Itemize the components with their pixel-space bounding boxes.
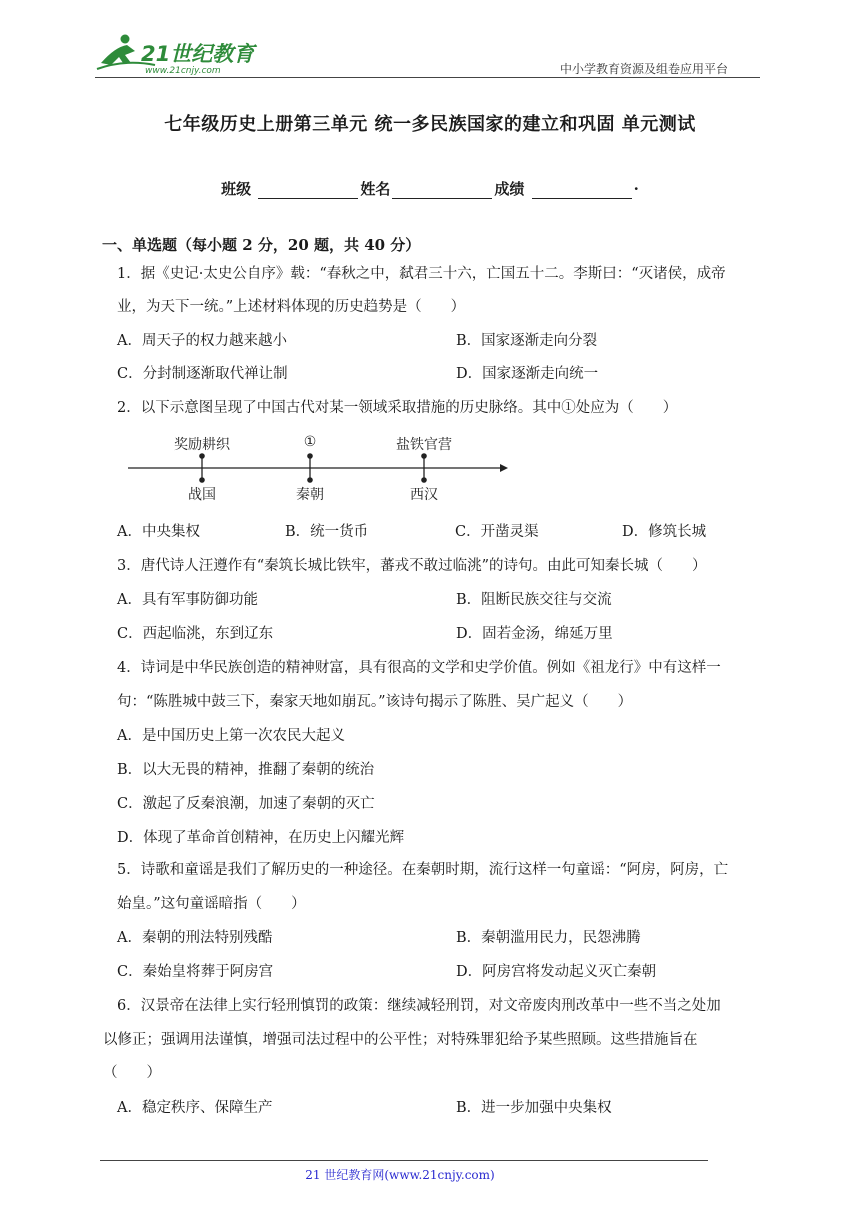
q5-stem-line-2: 始皇。”这句童谣暗指（ ） bbox=[117, 896, 306, 912]
q4-stem-line-1: 4．诗词是中华民族创造的精神财富，具有很高的文学和史学价值。例如《祖龙行》中有这样一 bbox=[117, 660, 721, 676]
student-info-line bbox=[0, 178, 860, 199]
end-mark: · bbox=[633, 180, 639, 198]
q5-option-b[interactable]: B．秦朝滥用民力，民怨沸腾 bbox=[456, 930, 641, 946]
class-label: 班级 bbox=[221, 180, 252, 198]
q1-stem-line-1: 1．据《史记·太史公自序》载：“春秋之中，弑君三十六，亡国五十二。李斯曰：“灭诸侯，成帝 bbox=[117, 266, 726, 282]
score-blank[interactable] bbox=[532, 182, 632, 199]
q4-option-d[interactable]: D．体现了革命首创精神，在历史上闪耀光辉 bbox=[117, 830, 405, 846]
score-label: 成绩 bbox=[494, 180, 525, 198]
q4-option-b[interactable]: B．以大无畏的精神，推翻了秦朝的统治 bbox=[117, 762, 375, 778]
q3-option-a[interactable]: A．具有军事防御功能 bbox=[117, 592, 258, 608]
timeline-bottom-label-3: 西汉 bbox=[410, 487, 438, 503]
logo-url: www.21cnjy.com bbox=[145, 66, 221, 76]
q4-option-c[interactable]: C．激起了反秦浪潮，加速了秦朝的灭亡 bbox=[117, 796, 375, 812]
name-label: 姓名 bbox=[360, 180, 391, 198]
name-blank[interactable] bbox=[392, 182, 492, 199]
q1-option-b[interactable]: B．国家逐渐走向分裂 bbox=[456, 333, 598, 349]
q6-stem-line-3: （ ） bbox=[103, 1065, 161, 1081]
q2-option-c[interactable]: C．开凿灵渠 bbox=[455, 524, 539, 540]
section-heading: 一、单选题（每小题 2 分，20 题，共 40 分） bbox=[102, 236, 421, 254]
q4-option-a[interactable]: A．是中国历史上第一次农民大起义 bbox=[117, 728, 345, 744]
q6-option-b[interactable]: B．进一步加强中央集权 bbox=[456, 1100, 612, 1116]
q3-option-d[interactable]: D．固若金汤，绵延万里 bbox=[456, 626, 613, 642]
q3-option-b[interactable]: B．阻断民族交往与交流 bbox=[456, 592, 612, 608]
header-divider bbox=[95, 77, 760, 78]
q5-stem-line-1: 5．诗歌和童谣是我们了解历史的一种途径。在秦朝时期，流行这样一句童谣：“阿房，阿房，亡 bbox=[117, 862, 729, 878]
logo-text: 21世纪教育 bbox=[141, 42, 255, 66]
q2-stem-line-1: 2．以下示意图呈现了中国古代对某一领域采取措施的历史脉络。其中①处应为（ ） bbox=[117, 400, 678, 416]
q6-stem-line-1: 6．汉景帝在法律上实行轻刑慎罚的政策：继续减轻刑罚，对文帝废肉刑改革中一些不当之处加 bbox=[117, 998, 721, 1014]
header-platform-name: 中小学教育资源及组卷应用平台 bbox=[560, 62, 729, 76]
q3-stem-line-1: 3．唐代诗人汪遵作有“秦筑长城比铁牢，蕃戎不敢过临洮”的诗句。由此可知秦长城（ ） bbox=[117, 558, 707, 574]
timeline-top-label-2: ① bbox=[303, 434, 317, 450]
q5-option-a[interactable]: A．秦朝的刑法特别残酷 bbox=[117, 930, 273, 946]
timeline-top-label-1: 奖励耕织 bbox=[174, 437, 230, 453]
q1-option-a[interactable]: A．周天子的权力越来越小 bbox=[117, 333, 287, 349]
q5-option-d[interactable]: D．阿房宫将发动起义灭亡秦朝 bbox=[456, 964, 657, 980]
q2-timeline-diagram bbox=[120, 426, 520, 511]
site-logo bbox=[95, 33, 265, 77]
q3-option-c[interactable]: C．西起临洮，东到辽东 bbox=[117, 626, 274, 642]
q6-option-a[interactable]: A．稳定秩序、保障生产 bbox=[117, 1100, 273, 1116]
class-blank[interactable] bbox=[258, 182, 358, 199]
timeline-arrow-icon bbox=[500, 464, 508, 472]
q6-stem-line-2: 以修正；强调用法谨慎，增强司法过程中的公平性；对特殊罪犯给予某些照顾。这些措施旨在 bbox=[103, 1032, 698, 1048]
q1-option-c[interactable]: C．分封制逐渐取代禅让制 bbox=[117, 366, 288, 382]
q1-option-d[interactable]: D．国家逐渐走向统一 bbox=[456, 366, 599, 382]
q4-stem-line-2: 句：“陈胜城中鼓三下，秦家天地如崩瓦。”该诗句揭示了陈胜、吴广起义（ ） bbox=[117, 694, 633, 710]
timeline-bottom-label-2: 秦朝 bbox=[296, 487, 324, 503]
q2-option-d[interactable]: D．修筑长城 bbox=[622, 524, 707, 540]
q2-option-a[interactable]: A．中央集权 bbox=[117, 524, 200, 540]
timeline-top-label-3: 盐铁官营 bbox=[396, 437, 452, 453]
timeline-point-3 bbox=[396, 436, 452, 503]
footer-divider bbox=[100, 1160, 708, 1161]
timeline-bottom-label-1: 战国 bbox=[188, 487, 216, 503]
footer-link[interactable]: 21 世纪教育网(www.21cnjy.com) bbox=[305, 1168, 495, 1182]
page-title: 七年级历史上册第三单元 统一多民族国家的建立和巩固 单元测试 bbox=[164, 114, 696, 135]
timeline-point-1 bbox=[174, 436, 231, 503]
q1-stem-line-2: 业，为天下一统。”上述材料体现的历史趋势是（ ） bbox=[117, 299, 466, 315]
q5-option-c[interactable]: C．秦始皇将葬于阿房宫 bbox=[117, 964, 274, 980]
q2-option-b[interactable]: B．统一货币 bbox=[285, 524, 369, 540]
